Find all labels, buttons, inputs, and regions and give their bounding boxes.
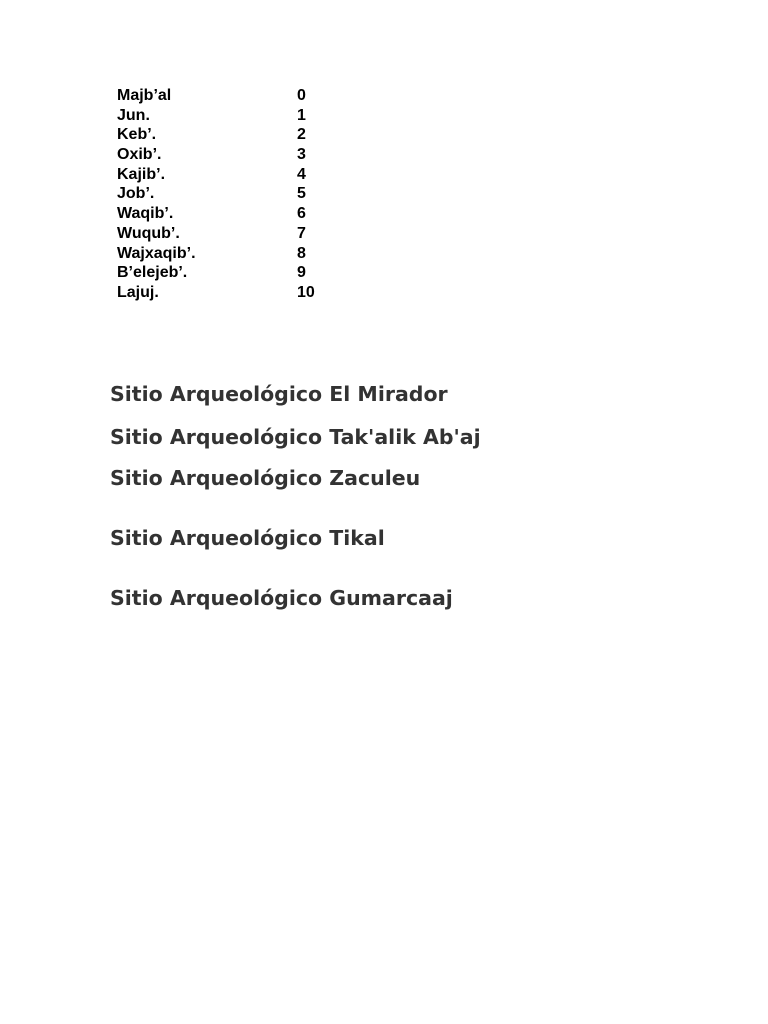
number-value: 9 [297,264,306,282]
number-word: Job’. [117,185,155,203]
number-word: B’elejeb’. [117,264,188,282]
number-value: 0 [297,87,306,104]
number-word: Kajib’. [117,165,166,183]
table-row [117,283,337,303]
table-row [117,184,337,204]
number-value: 7 [297,224,306,242]
table-row [117,165,337,185]
number-word: Keb’. [117,126,157,144]
site-heading-gumarcaaj: Sitio Arqueológico Gumarcaaj [110,586,453,610]
number-value: 3 [297,146,306,164]
mayan-numbers-table [117,86,337,303]
site-heading-el-mirador: Sitio Arqueológico El Mirador [110,382,448,406]
number-value: 8 [297,244,306,262]
table-row [117,145,337,165]
table-row [117,125,337,145]
table-row [117,263,337,283]
number-value: 5 [297,185,306,203]
number-word: Waqib’. [117,205,174,223]
number-value: 1 [297,106,306,124]
table-row [117,106,337,126]
site-heading-zaculeu: Sitio Arqueológico Zaculeu [110,466,421,490]
number-word: Majb’al [117,87,172,104]
table-row [117,204,337,224]
table-row [117,86,337,106]
site-heading-tikal: Sitio Arqueológico Tikal [110,526,385,550]
number-word: Wajxaqib’. [117,244,196,262]
number-value: 6 [297,205,306,223]
number-value: 10 [297,283,315,301]
number-word: Oxib’. [117,146,162,164]
number-word: Jun. [117,106,150,124]
number-value: 4 [297,165,306,183]
site-heading-takalik-abaj: Sitio Arqueológico Tak'alik Ab'aj [110,425,481,449]
number-word: Lajuj. [117,283,159,301]
number-value: 2 [297,126,306,144]
table-row [117,224,337,244]
table-row [117,244,337,264]
number-word: Wuqub’. [117,224,180,242]
